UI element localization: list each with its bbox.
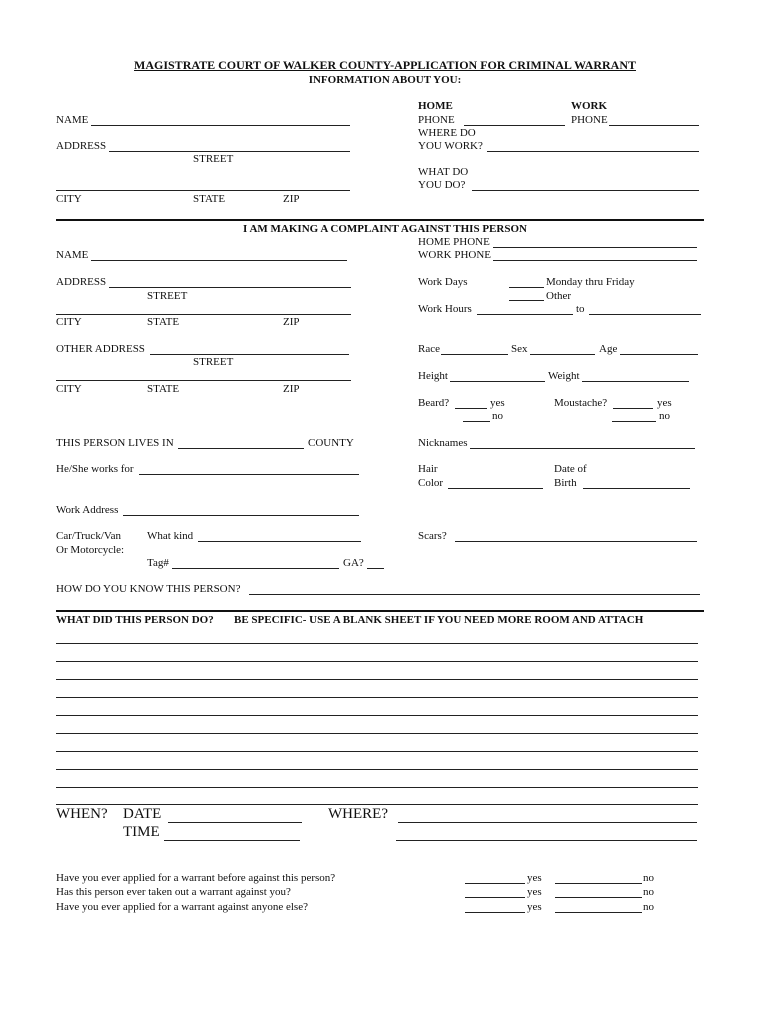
suspect-work-phone-label: WORK PHONE (418, 249, 492, 261)
scars-label: Scars? (418, 530, 447, 542)
your-name-field[interactable] (91, 125, 350, 126)
hair-label: Hair (418, 463, 438, 475)
where-do-label: WHERE DO (418, 127, 476, 139)
your-zip-label: ZIP (283, 193, 300, 205)
beard-no-checkbox[interactable] (463, 421, 490, 422)
suspect-home-phone-label: HOME PHONE (418, 236, 490, 248)
description-line-8[interactable] (56, 769, 698, 770)
suspect-city-label: CITY (56, 316, 82, 328)
county-label: COUNTY (308, 437, 354, 449)
race-label: Race (418, 343, 440, 355)
work-address-field[interactable] (123, 515, 359, 516)
beard-label: Beard? (418, 397, 450, 409)
other-days-checkbox[interactable] (509, 300, 544, 301)
race-field[interactable] (441, 354, 508, 355)
date-of-label: Date of (554, 463, 587, 475)
ga-label: GA? (343, 557, 364, 569)
question-3-yes-label: yes (527, 901, 542, 913)
your-city-state-zip-field[interactable] (56, 190, 350, 191)
section-divider-2 (56, 610, 704, 612)
form-title: MAGISTRATE COURT OF WALKER COUNTY-APPLICATION FOR CRIMINAL WARRANT (134, 58, 636, 72)
work-hours-label: Work Hours (418, 303, 472, 315)
you-do-label: YOU DO? (418, 179, 466, 191)
tag-label: Tag# (147, 557, 169, 569)
hair-color-field[interactable] (448, 488, 543, 489)
home-phone-field[interactable] (464, 125, 565, 126)
lives-in-county-field[interactable] (178, 448, 304, 449)
nicknames-label: Nicknames (418, 437, 468, 449)
mon-fri-label: Monday thru Friday (546, 276, 635, 288)
sex-label: Sex (511, 343, 528, 355)
where-work-field[interactable] (487, 151, 699, 152)
beard-yes-label: yes (490, 397, 505, 409)
moustache-label: Moustache? (554, 397, 608, 409)
home-phone-label: PHONE (418, 114, 455, 126)
work-hours-to-field[interactable] (589, 314, 701, 315)
what-kind-label: What kind (147, 530, 194, 542)
where-label: WHERE? (328, 806, 388, 822)
scars-field[interactable] (455, 541, 697, 542)
hair-color-label: Color (418, 477, 444, 489)
description-line-4[interactable] (56, 697, 698, 698)
car-label: Car/Truck/Van (56, 530, 121, 542)
other-days-label: Other (546, 290, 572, 302)
height-field[interactable] (450, 381, 545, 382)
suspect-state-label: STATE (147, 316, 180, 328)
what-do-field[interactable] (472, 190, 699, 191)
home-heading: HOME (418, 100, 453, 112)
question-1-no-field[interactable] (555, 883, 642, 884)
work-address-label: Work Address (56, 504, 119, 516)
weight-field[interactable] (582, 381, 689, 382)
question-3-no-label: no (643, 901, 654, 913)
ga-field[interactable] (367, 568, 384, 569)
what-did-label: WHAT DID THIS PERSON DO? (56, 614, 214, 626)
suspect-zip-label: ZIP (283, 316, 300, 328)
question-3-label: Have you ever applied for a warrant against anyone else? (56, 901, 308, 913)
what-do-label: WHAT DO (418, 166, 469, 178)
tag-number-field[interactable] (172, 568, 339, 569)
description-line-3[interactable] (56, 679, 698, 680)
complaint-heading: I AM MAKING A COMPLAINT AGAINST THIS PERSON (243, 223, 527, 235)
description-line-6[interactable] (56, 733, 698, 734)
date-label: DATE (123, 806, 162, 822)
suspect-name-label: NAME (56, 249, 89, 261)
description-line-2[interactable] (56, 661, 698, 662)
where-field-1[interactable] (398, 822, 697, 823)
sex-field[interactable] (530, 354, 595, 355)
time-label: TIME (123, 824, 160, 840)
motorcycle-label: Or Motorcycle: (56, 544, 125, 556)
question-1-label: Have you ever applied for a warrant before against this person? (56, 872, 336, 884)
other-address-label: OTHER ADDRESS (56, 343, 145, 355)
suspect-name-field[interactable] (91, 260, 347, 261)
question-2-no-field[interactable] (555, 897, 642, 898)
your-name-label: NAME (56, 114, 89, 126)
your-street-label: STREET (193, 153, 234, 165)
other-zip-label: ZIP (283, 383, 300, 395)
moustache-yes-label: yes (657, 397, 672, 409)
moustache-no-label: no (659, 410, 670, 422)
beard-no-label: no (492, 410, 503, 422)
your-address-field[interactable] (109, 151, 350, 152)
other-street-label: STREET (193, 356, 234, 368)
nicknames-field[interactable] (470, 448, 695, 449)
suspect-street-label: STREET (147, 290, 188, 302)
height-label: Height (418, 370, 448, 382)
moustache-no-checkbox[interactable] (612, 421, 656, 422)
question-2-yes-label: yes (527, 886, 542, 898)
age-label: Age (599, 343, 618, 355)
age-field[interactable] (620, 354, 698, 355)
question-1-yes-field[interactable] (465, 883, 525, 884)
question-1-yes-label: yes (527, 872, 542, 884)
vehicle-kind-field[interactable] (198, 541, 361, 542)
date-field[interactable] (168, 822, 302, 823)
suspect-work-phone-field[interactable] (493, 260, 697, 261)
description-line-7[interactable] (56, 751, 698, 752)
section-divider (56, 219, 704, 221)
work-hours-from-field[interactable] (477, 314, 573, 315)
work-phone-label: PHONE (571, 114, 608, 126)
other-address-field[interactable] (150, 354, 349, 355)
work-days-label: Work Days (418, 276, 468, 288)
weight-label: Weight (548, 370, 580, 382)
work-hours-to-label: to (576, 303, 585, 315)
mon-fri-checkbox[interactable] (509, 287, 544, 288)
how-know-field[interactable] (249, 594, 700, 595)
birth-label: Birth (554, 477, 577, 489)
question-3-yes-field[interactable] (465, 912, 525, 913)
be-specific-label: BE SPECIFIC- USE A BLANK SHEET IF YOU NEED MORE ROOM AND ATTACH (234, 614, 644, 626)
other-state-label: STATE (147, 383, 180, 395)
lives-in-label: THIS PERSON LIVES IN (56, 437, 174, 449)
question-2-no-label: no (643, 886, 654, 898)
question-3-no-field[interactable] (555, 912, 642, 913)
section-heading-you: INFORMATION ABOUT YOU: (308, 74, 462, 86)
moustache-yes-checkbox[interactable] (613, 408, 653, 409)
suspect-address-label: ADDRESS (56, 276, 107, 288)
suspect-home-phone-field[interactable] (493, 247, 697, 248)
beard-yes-checkbox[interactable] (455, 408, 487, 409)
your-state-label: STATE (193, 193, 226, 205)
suspect-address-field[interactable] (109, 287, 351, 288)
when-label: WHEN? (56, 806, 108, 822)
works-for-label: He/She works for (56, 463, 134, 475)
works-for-field[interactable] (139, 474, 359, 475)
description-line-1[interactable] (56, 643, 698, 644)
question-2-label: Has this person ever taken out a warrant against you? (56, 886, 291, 898)
other-city-state-zip-field[interactable] (56, 380, 351, 381)
you-work-label: YOU WORK? (418, 140, 483, 152)
question-2-yes-field[interactable] (465, 897, 525, 898)
your-address-label: ADDRESS (56, 140, 107, 152)
suspect-city-state-zip-field[interactable] (56, 314, 351, 315)
work-heading: WORK (571, 100, 608, 112)
how-know-label: HOW DO YOU KNOW THIS PERSON? (56, 583, 241, 595)
other-city-label: CITY (56, 383, 82, 395)
where-field-2[interactable] (396, 840, 697, 841)
time-field[interactable] (164, 840, 300, 841)
description-line-9[interactable] (56, 787, 698, 788)
work-phone-field[interactable] (609, 125, 699, 126)
your-city-label: CITY (56, 193, 82, 205)
question-1-no-label: no (643, 872, 654, 884)
description-line-5[interactable] (56, 715, 698, 716)
date-of-birth-field[interactable] (583, 488, 690, 489)
